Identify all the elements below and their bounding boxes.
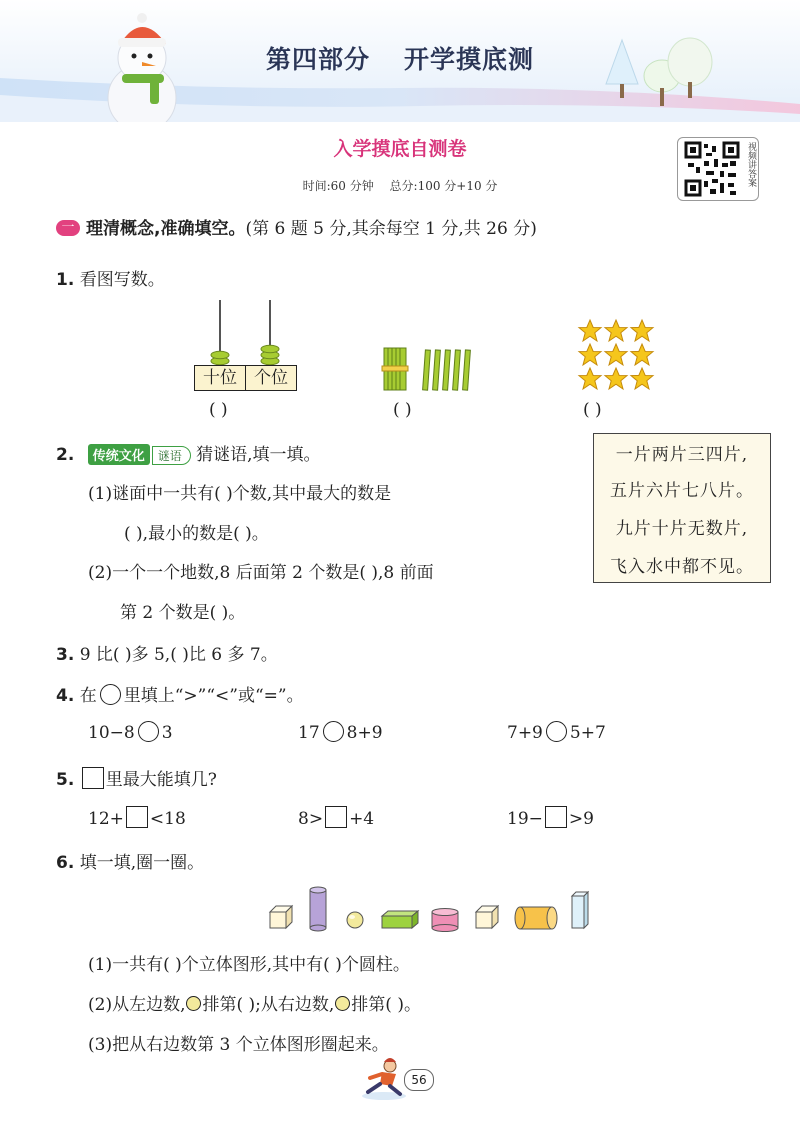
answer-square[interactable] xyxy=(545,806,567,828)
q6-text: 填一填,圈一圈。 xyxy=(79,853,205,873)
q2-part2-line2: 第 2 个数是( )。 xyxy=(120,603,246,623)
q5-text: 里最大能填几? xyxy=(105,770,217,790)
page-title xyxy=(0,40,800,76)
solid-shapes-figure xyxy=(266,884,596,934)
q5-item-2 xyxy=(298,806,374,829)
star-icon xyxy=(605,320,627,341)
single-stick xyxy=(453,350,461,390)
sphere-icon xyxy=(186,996,201,1011)
star-icon xyxy=(631,344,653,365)
q6-part2-a: (2)从左边数, xyxy=(88,995,186,1015)
q4-number: 4. xyxy=(56,686,75,706)
star-icon xyxy=(579,344,601,365)
q6-part2-c: 排第( )。 xyxy=(351,995,421,1015)
stars-figure xyxy=(576,318,656,394)
qr-code-icon xyxy=(684,141,740,197)
culture-tag: 传统文化 xyxy=(88,444,150,465)
sphere-shape[interactable] xyxy=(347,912,363,928)
q1-text: 看图写数。 xyxy=(79,270,165,290)
riddle-tag: 谜语 xyxy=(152,446,191,465)
cuboid-shape[interactable] xyxy=(382,911,418,928)
q2-part1-line1: (1)谜面中一共有( )个数,其中最大的数是 xyxy=(88,484,392,504)
q4-item-right: 8+9 xyxy=(346,723,383,743)
riddle-box xyxy=(593,433,771,583)
cube-shape[interactable] xyxy=(270,906,292,928)
part-title: 开学摸底测 xyxy=(404,45,535,74)
q1-answer-blank-1[interactable]: ( ) xyxy=(209,400,228,420)
question-3 xyxy=(56,640,278,665)
page-number: 56 xyxy=(404,1069,434,1091)
circle-icon xyxy=(100,684,121,705)
q5-number: 5. xyxy=(56,770,75,790)
riddle-line: 一片两片三四片, xyxy=(615,445,749,465)
q4-text-b: 里填上“>”“<”或“=”。 xyxy=(123,686,304,706)
star-icon xyxy=(579,368,601,389)
compare-circle[interactable] xyxy=(323,721,344,742)
q4-item-left: 7+9 xyxy=(507,723,543,743)
question-5 xyxy=(56,765,217,790)
q3-text: 9 比( )多 5,( )比 6 多 7。 xyxy=(79,645,278,665)
riddle-line: 飞入水中都不见。 xyxy=(610,557,754,577)
square-icon xyxy=(82,767,104,789)
star-icon xyxy=(579,320,601,341)
star-icon xyxy=(631,368,653,389)
q5-item-3 xyxy=(507,806,594,829)
exam-title: 入学摸底自测卷 xyxy=(333,138,467,160)
question-2 xyxy=(56,440,321,465)
abacus-bead-ones xyxy=(261,345,279,353)
q6-part1: (1)一共有( )个立体图形,其中有( )个圆柱。 xyxy=(88,955,410,975)
single-stick xyxy=(443,350,451,390)
question-6 xyxy=(56,848,204,873)
lying-cylinder-shape[interactable] xyxy=(515,907,557,929)
stick-bundle xyxy=(382,348,408,390)
star-icon xyxy=(605,368,627,389)
q6-part2 xyxy=(88,990,421,1015)
tall-cuboid-shape[interactable] xyxy=(572,892,588,928)
exam-score: 总分:100 分+10 分 xyxy=(389,179,498,193)
q4-item-right: 5+7 xyxy=(569,723,606,743)
section-title: 理清概念,准确填空。 xyxy=(86,219,246,239)
q1-number: 1. xyxy=(56,270,75,290)
abacus-bead-tens xyxy=(211,351,229,359)
section-header xyxy=(86,214,537,239)
q2-number: 2. xyxy=(56,445,75,465)
q4-item-1 xyxy=(88,721,173,743)
q6-part3: (3)把从右边数第 3 个立体图形圈起来。 xyxy=(88,1035,389,1055)
q5-item-right: <18 xyxy=(149,809,186,829)
compare-circle[interactable] xyxy=(546,721,567,742)
sticks-figure xyxy=(378,340,478,396)
riddle-line: 五片六片七八片。 xyxy=(610,481,754,501)
q2-part2-line1: (2)一个一个地数,8 后面第 2 个数是( ),8 前面 xyxy=(88,563,434,583)
cube-shape[interactable] xyxy=(476,906,498,928)
skater-icon xyxy=(360,1056,410,1102)
q4-item-left: 17 xyxy=(298,723,320,743)
q4-item-right: 3 xyxy=(161,723,173,743)
tens-label: 十位 xyxy=(203,368,237,388)
q4-item-2 xyxy=(298,721,383,743)
q5-item-left: 12+ xyxy=(88,809,124,829)
section-note: (第 6 题 5 分,其余每空 1 分,共 26 分) xyxy=(245,219,537,239)
q5-item-left: 19− xyxy=(507,809,543,829)
q5-item-left: 8> xyxy=(298,809,324,829)
q3-number: 3. xyxy=(56,645,75,665)
q4-item-left: 10−8 xyxy=(88,723,135,743)
q5-item-right: +4 xyxy=(349,809,375,829)
q2-text: 猜谜语,填一填。 xyxy=(196,445,321,465)
qr-label: 视频讲答案 xyxy=(746,142,756,187)
abacus-figure xyxy=(190,298,305,368)
answer-square[interactable] xyxy=(126,806,148,828)
sphere-icon xyxy=(335,996,350,1011)
compare-circle[interactable] xyxy=(138,721,159,742)
q1-answer-blank-2[interactable]: ( ) xyxy=(393,400,412,420)
question-1 xyxy=(56,265,165,290)
tall-cylinder-shape[interactable] xyxy=(310,887,326,931)
riddle-line: 九片十片无数片, xyxy=(615,519,749,539)
q5-item-right: >9 xyxy=(568,809,594,829)
single-stick xyxy=(433,350,441,390)
short-cylinder-shape[interactable] xyxy=(432,909,458,932)
ones-label: 个位 xyxy=(245,366,296,390)
single-stick xyxy=(463,350,471,390)
abacus-place-labels xyxy=(194,365,297,391)
answer-square[interactable] xyxy=(325,806,347,828)
q5-item-1 xyxy=(88,806,186,829)
q6-number: 6. xyxy=(56,853,75,873)
q6-part2-b: 排第( );从右边数, xyxy=(202,995,335,1015)
part-number: 第四部分 xyxy=(265,45,370,74)
question-4 xyxy=(56,681,304,706)
star-icon xyxy=(605,344,627,365)
section-badge: 一 xyxy=(56,220,80,236)
exam-time: 时间:60 分钟 xyxy=(302,179,374,193)
q1-answer-blank-3[interactable]: ( ) xyxy=(583,400,602,420)
single-stick xyxy=(423,350,431,390)
q4-item-3 xyxy=(507,721,606,743)
q4-text-a: 在 xyxy=(79,686,97,706)
star-icon xyxy=(631,320,653,341)
q2-part1-line2: ( ),最小的数是( )。 xyxy=(124,524,269,544)
